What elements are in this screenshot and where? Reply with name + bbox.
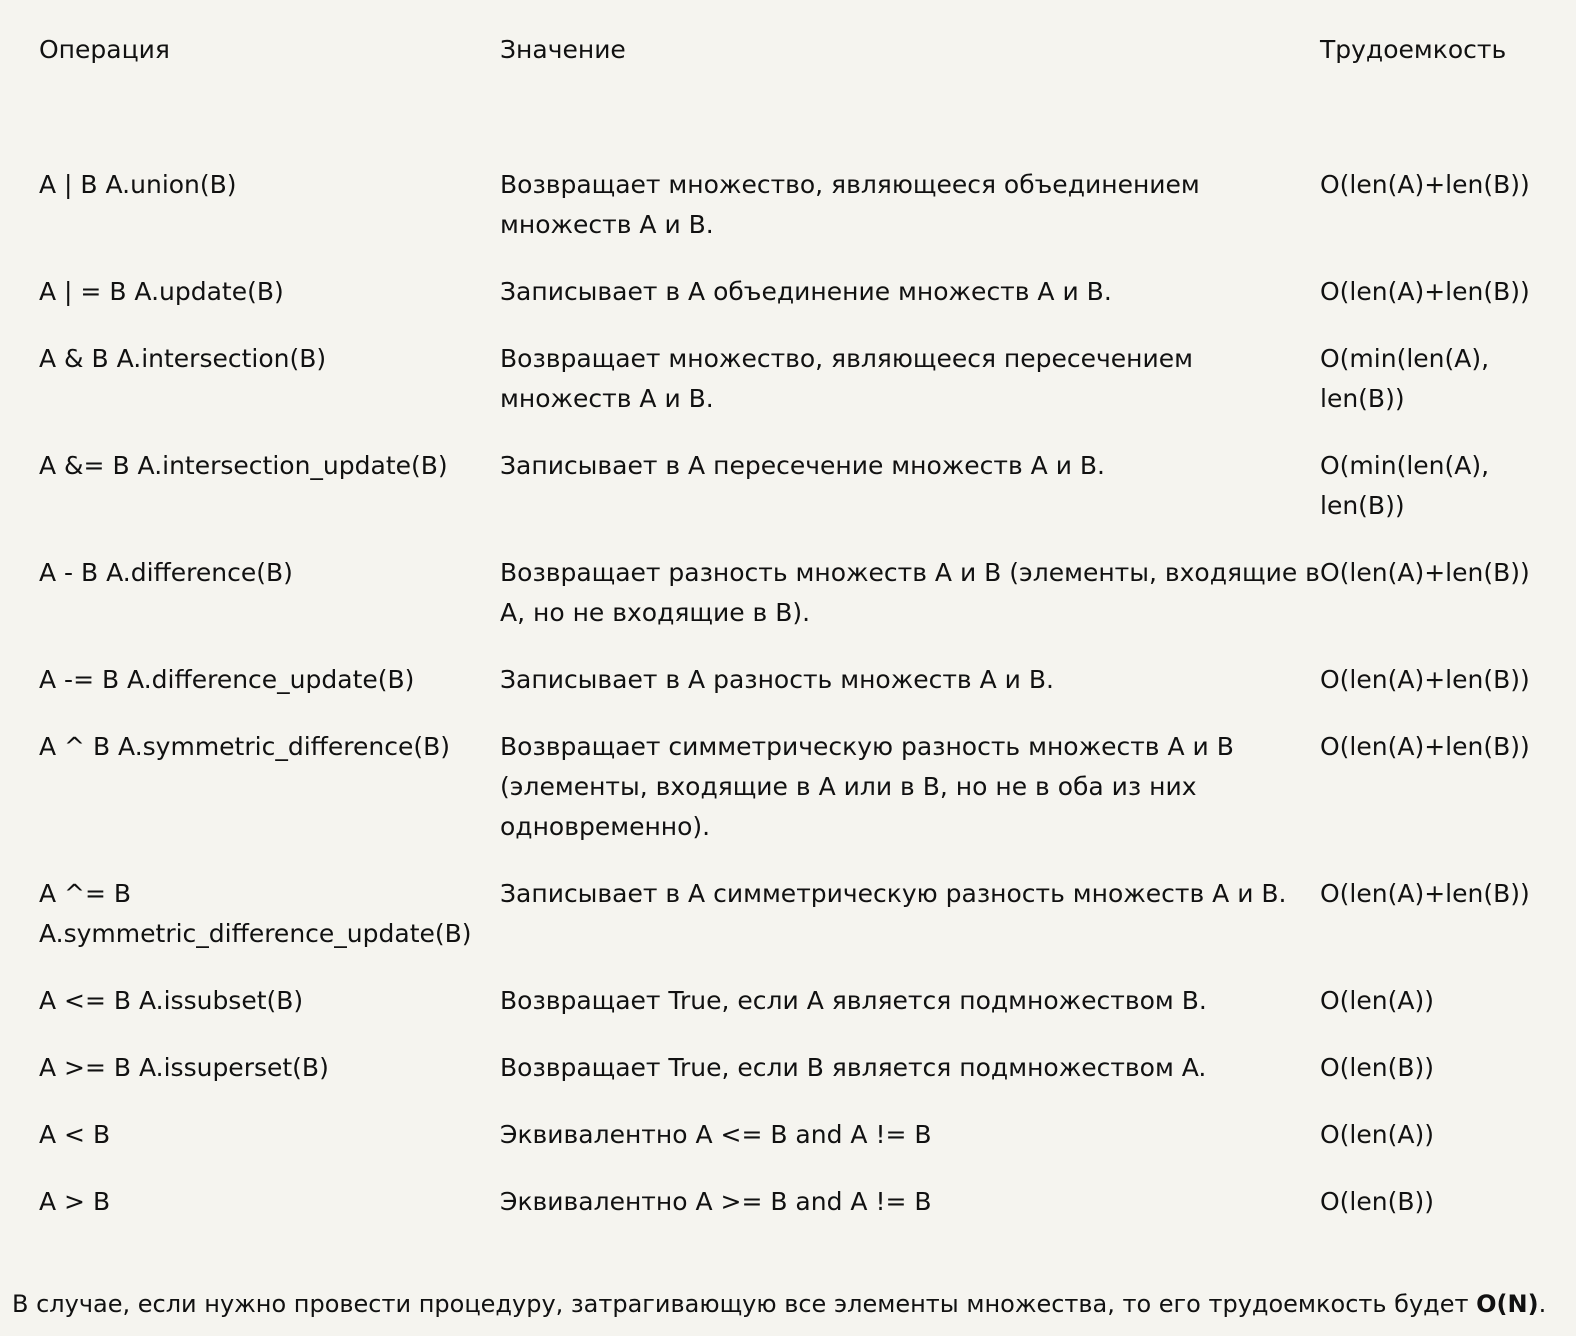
cell-complexity: O(len(A)+len(B)): [1320, 665, 1530, 694]
cell-operation: A <= B A.issubset(B): [39, 986, 304, 1015]
cell-meaning: Записывает в A пересечение множеств A и B.: [500, 451, 1106, 480]
cell-meaning: Возвращает True, если B является подмножеством A.: [500, 1053, 1207, 1082]
cell-meaning: Возвращает множество, являющееся объединением множеств A и B.: [500, 170, 1200, 239]
footer-text: В случае, если нужно провести процедуру, затрагивающую все элементы множества, то его трудоемкость будет: [12, 1290, 1477, 1318]
operations-table: [39, 30, 1549, 1249]
cell-complexity: O(len(A)+len(B)): [1320, 732, 1530, 761]
cell-complexity: O(len(A)): [1320, 986, 1434, 1015]
cell-operation: A &= B A.intersection_update(B): [39, 451, 448, 480]
table-row: [39, 660, 1549, 700]
cell-meaning: Возвращает разность множеств A и B (элементы, входящие в A, но не входящие в B).: [500, 558, 1320, 627]
cell-meaning: Возвращает симметрическую разность множеств A и B (элементы, входящие в A или в B, но не в оба из них одновременно).: [500, 732, 1234, 841]
header-meaning: Значение: [500, 35, 626, 64]
table-header: [39, 30, 1549, 165]
table-row: [39, 1048, 1549, 1088]
footer-paragraph: [12, 1284, 1546, 1324]
cell-meaning: Эквивалентно A <= B and A != B: [500, 1120, 932, 1149]
cell-complexity: O(min(len(A), len(B)): [1320, 344, 1490, 413]
footer-complexity: O(N): [1476, 1290, 1539, 1318]
header-complexity: Трудоемкость: [1320, 35, 1507, 64]
table-row: [39, 165, 1549, 245]
cell-meaning: Возвращает множество, являющееся пересечением множеств A и B.: [500, 344, 1194, 413]
table-row: [39, 446, 1549, 526]
cell-operation: A | B A.union(B): [39, 170, 237, 199]
cell-complexity: O(len(A)): [1320, 1120, 1434, 1149]
cell-complexity: O(len(B)): [1320, 1053, 1435, 1082]
table-row: [39, 1115, 1549, 1155]
cell-operation: A ^= B A.symmetric_difference_update(B): [39, 879, 472, 948]
cell-operation: A | = B A.update(B): [39, 277, 284, 306]
cell-operation: A - B A.difference(B): [39, 558, 293, 587]
cell-complexity: O(len(B)): [1320, 1187, 1435, 1216]
cell-meaning: Эквивалентно A >= B and A != B: [500, 1187, 932, 1216]
table-row: [39, 1182, 1549, 1222]
cell-meaning: Записывает в A объединение множеств A и B.: [500, 277, 1112, 306]
table-row: [39, 553, 1549, 633]
cell-operation: A < B: [39, 1120, 111, 1149]
table-row: [39, 727, 1549, 847]
cell-complexity: O(len(A)+len(B)): [1320, 170, 1530, 199]
table-row: [39, 874, 1549, 954]
footer-end: .: [1538, 1290, 1547, 1318]
table-row: [39, 272, 1549, 312]
cell-operation: A > B: [39, 1187, 111, 1216]
cell-operation: A >= B A.issuperset(B): [39, 1053, 329, 1082]
cell-complexity: O(len(A)+len(B)): [1320, 879, 1530, 908]
cell-complexity: O(len(A)+len(B)): [1320, 558, 1530, 587]
table-row: [39, 981, 1549, 1021]
cell-meaning: Записывает в A разность множеств A и B.: [500, 665, 1054, 694]
cell-meaning: Возвращает True, если A является подмножеством B.: [500, 986, 1207, 1015]
cell-complexity: O(len(A)+len(B)): [1320, 277, 1530, 306]
cell-meaning: Записывает в A симметрическую разность множеств A и B.: [500, 879, 1287, 908]
table-row: [39, 339, 1549, 419]
cell-operation: A -= B A.difference_update(B): [39, 665, 415, 694]
header-operation: Операция: [39, 35, 170, 64]
cell-operation: A & B A.intersection(B): [39, 344, 327, 373]
cell-operation: A ^ B A.symmetric_difference(B): [39, 732, 450, 761]
cell-complexity: O(min(len(A), len(B)): [1320, 451, 1490, 520]
